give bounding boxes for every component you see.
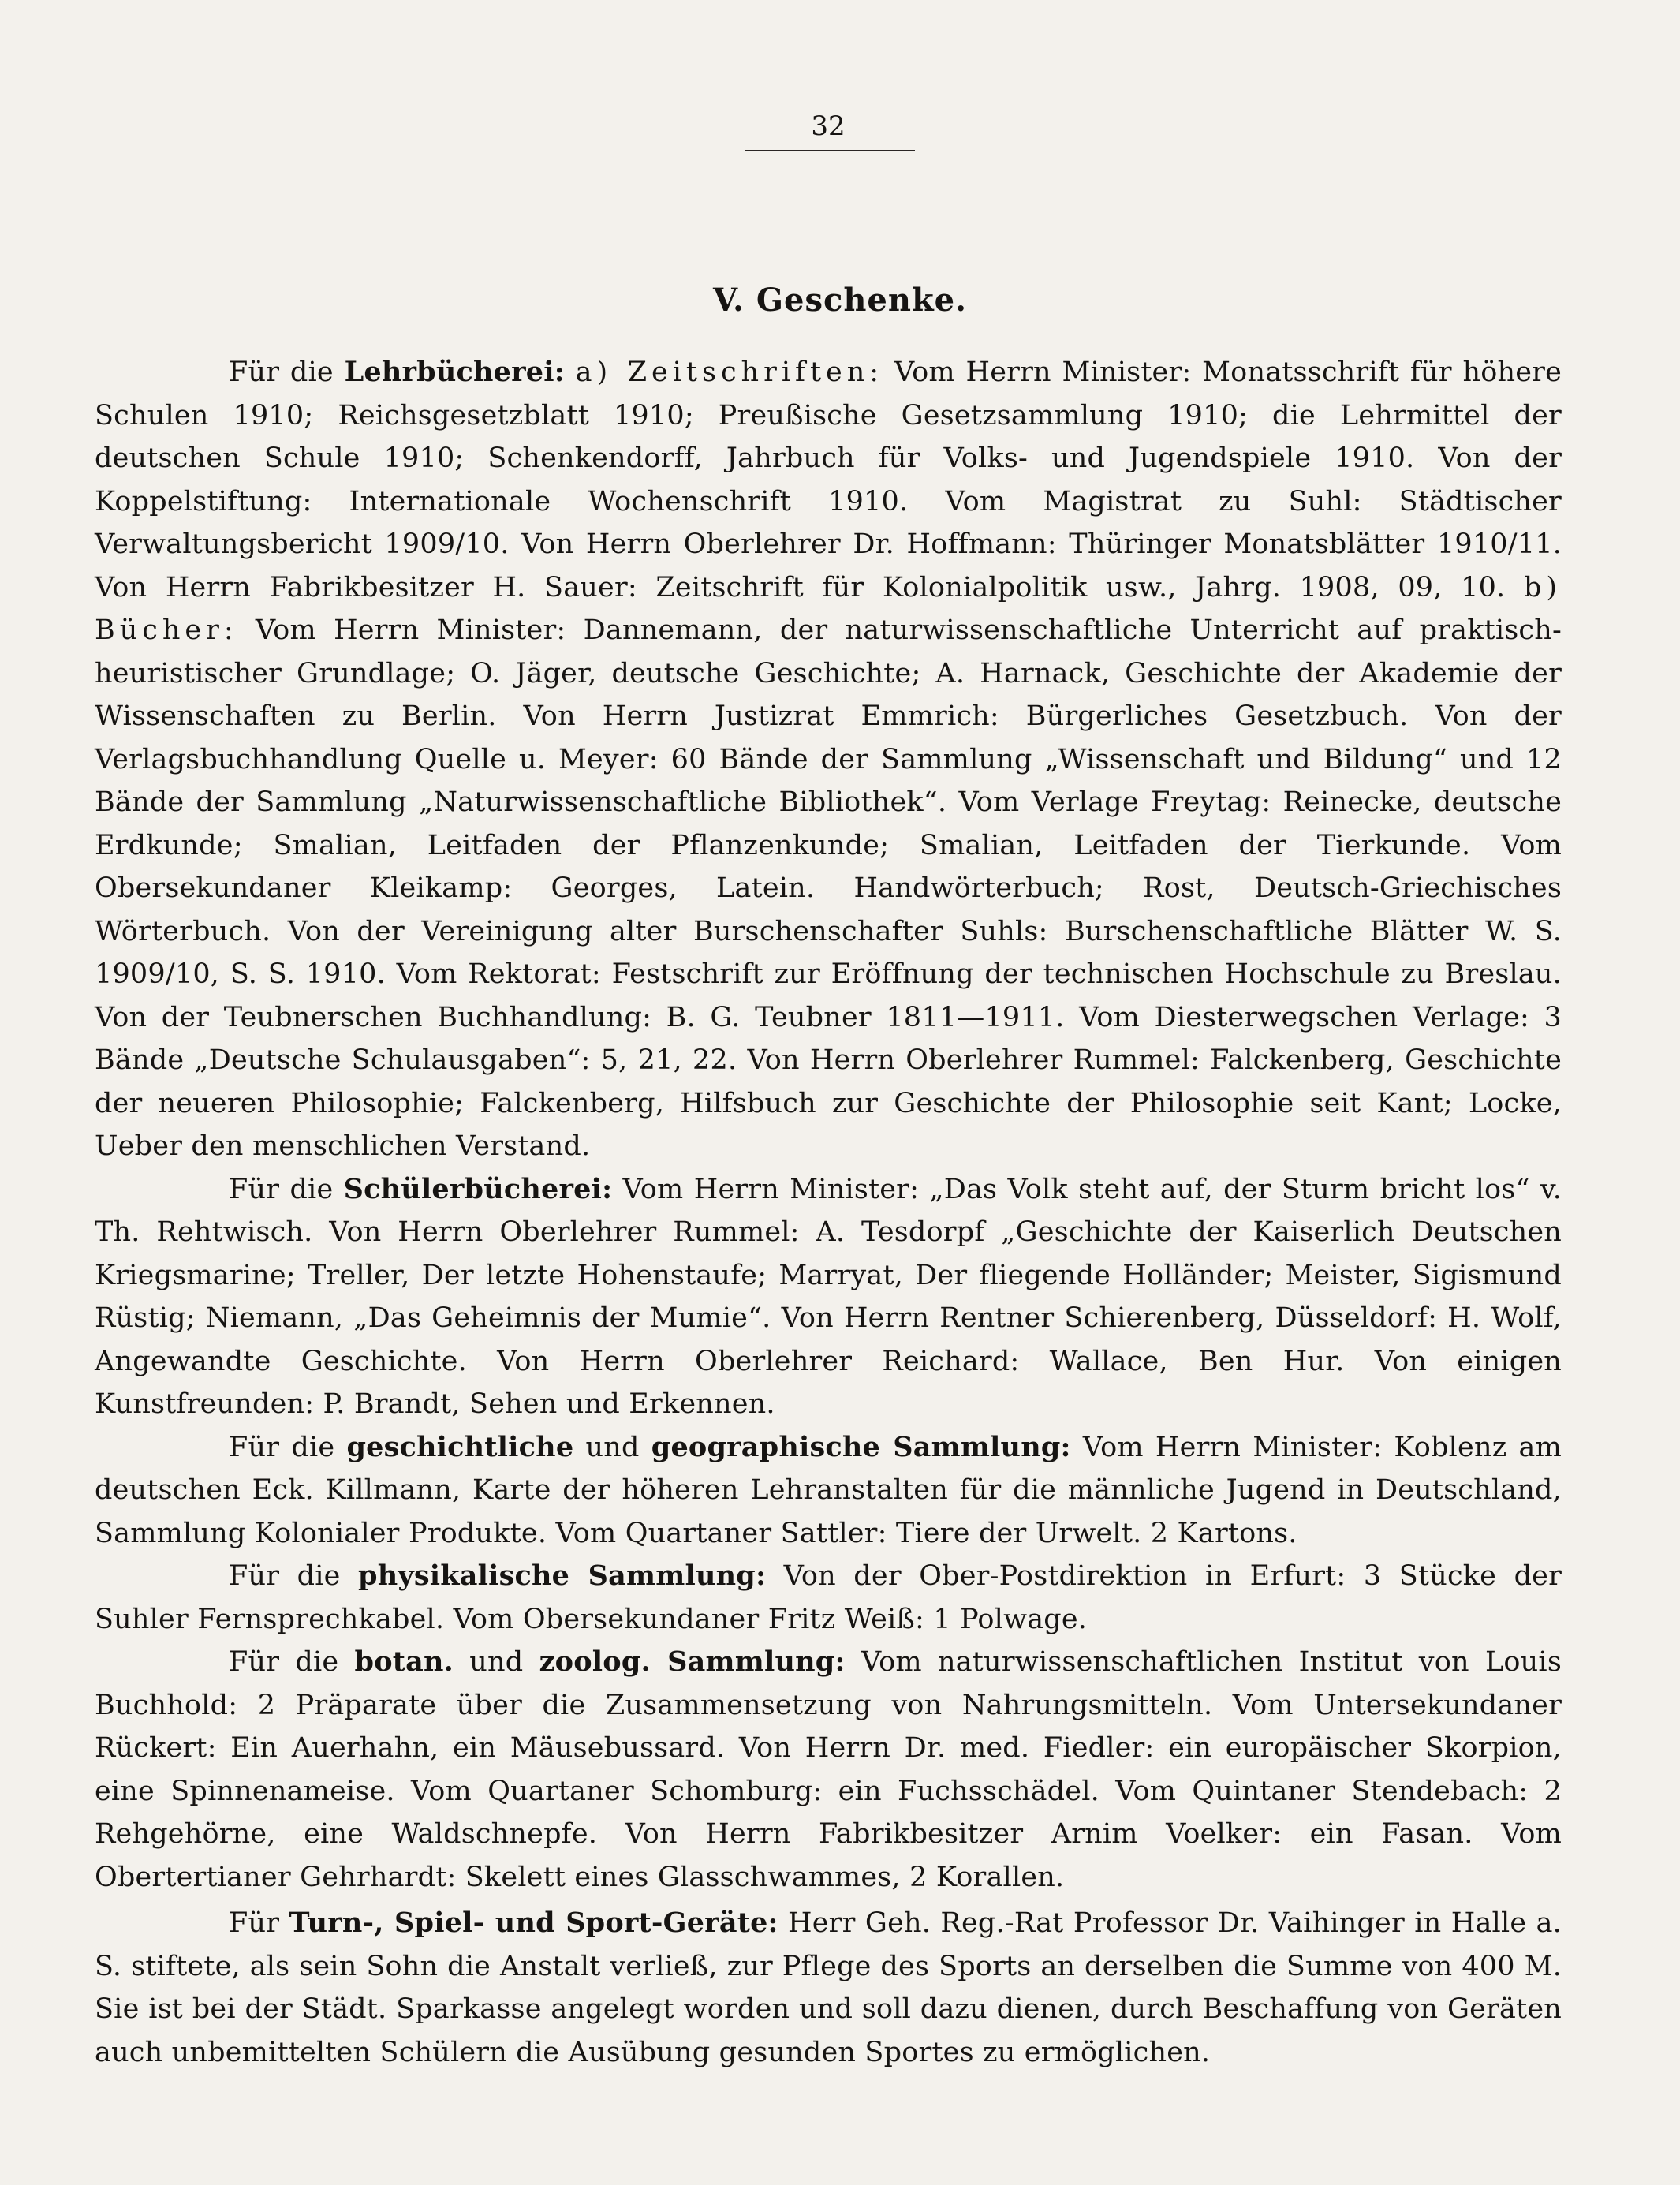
category-connector: und <box>585 1431 640 1463</box>
paragraph-schuelerbuecherei <box>95 1168 1562 1426</box>
paragraph-text: Vom Herrn Minister: „Das Volk steht auf, der Sturm bricht los“ v. Th. Rehtwisch. Von Herrn Oberlehrer Rummel: A. Tesdorpf „Geschichte der Kaiserlich Deutschen Kriegsmarine; Treller, Der letzte Hohenstaufe; Marryat, Der fliegende Holländer; Meister, Sigismund Rüstig; Niemann, „Das Geheimnis der Mumie“. Von Herrn Rentner Schierenberg, Düsseldorf: H. Wolf, Angewandte Geschichte. Von Herrn Oberlehrer Reichard: Wallace, Ben Hur. Von einigen Kunstfreunden: P. Brandt, Sehen und Erkennen. <box>95 1173 1562 1420</box>
category-heading: geographische Sammlung: <box>651 1430 1071 1463</box>
paragraph-botan-zoolog-sammlung <box>95 1641 1562 1899</box>
category-connector: und <box>469 1646 524 1678</box>
page-number-rule <box>745 150 915 151</box>
paragraph-intro: Für die <box>229 1431 335 1463</box>
paragraph-text: Herr Geh. Reg.-Rat Professor Dr. Vaihinger in Halle a. S. stiftete, als sein Sohn die Anstalt verließ, zur Pflege des Sports an derselben die Summe von 400 M. Sie ist bei der Städt. Sparkasse angelegt worden und soll dazu dienen, durch Beschaffung von Geräten auch unbemittelten Schülern die Ausübung gesunden Sportes zu ermöglichen. <box>95 1907 1562 2068</box>
paragraph-lehrbuecherei <box>95 351 1562 1168</box>
category-heading: geschichtliche <box>346 1430 574 1463</box>
paragraph-physikalische-sammlung <box>95 1555 1562 1641</box>
paragraph-text: Vom naturwissenschaftlichen Institut von Louis Buchhold: 2 Präparate über die Zusammensetzung von Nahrungsmitteln. Vom Untersekundaner Rückert: Ein Auerhahn, ein Mäusebussard. Von Herrn Dr. med. Fiedler: ein europäischer Skorpion, eine Spinnenameise. Vom Quartaner Schomburg: ein Fuchsschädel. Vom Quintaner Stendebach: 2 Rehgehörne, eine Waldschnepfe. Von Herrn Fabrikbesitzer Arnim Voelker: ein Fasan. Vom Obertertianer Gehrhardt: Skelett eines Glasschwammes, 2 Korallen. <box>95 1646 1562 1893</box>
page-number: 32 <box>811 110 846 142</box>
category-heading: zoolog. Sammlung: <box>539 1645 846 1678</box>
category-heading: physikalische Sammlung: <box>358 1559 767 1592</box>
paragraph-text: Vom Herrn Minister: Dannemann, der naturwissenschaftliche Unterricht auf praktisch-heuristischer Grundlage; O. Jäger, deutsche Geschichte; A. Harnack, Geschichte der Akademie der Wissenschaften zu Berlin. Von Herrn Justizrat Emmrich: Bürgerliches Gesetzbuch. Von der Verlagsbuchhandlung Quelle u. Meyer: 60 Bände der Sammlung „Wissenschaft und Bildung“ und 12 Bände der Sammlung „Naturwissenschaftliche Bibliothek“. Vom Verlage Freytag: Reinecke, deutsche Erdkunde; Smalian, Leitfaden der Pflanzenkunde; Smalian, Leitfaden der Tierkunde. Vom Obersekundaner Kleikamp: Georges, Latein. Handwörterbuch; Rost, Deutsch-Griechisches Wörterbuch. Von der Vereinigung alter Burschenschafter Suhls: Burschenschaftliche Blätter W. S. 1909/10, S. S. 1910. Vom Rektorat: Festschrift zur Eröffnung der technischen Hochschule zu Breslau. Von der Teubnerschen Buchhandlung: B. G. Teubner 1811—1911. Vom Diesterwegschen Verlage: 3 Bände „Deutsche Schulausgaben“: 5, 21, 22. Von Herrn Oberlehrer Rummel: Falckenberg, Geschichte der neueren Philosophie; Falckenberg, Hilfsbuch zur Geschichte der Philosophie seit Kant; Locke, Ueber den menschlichen Verstand. <box>95 614 1562 1162</box>
paragraph-intro: Für die <box>229 357 334 388</box>
paragraph-text: Vom Herrn Minister: Koblenz am deutschen Eck. Killmann, Karte der höheren Lehranstalten für die männliche Jugend in Deutschland, Sammlung Kolonialer Produkte. Vom Quartaner Sattler: Tiere der Urwelt. 2 Kartons. <box>95 1431 1562 1549</box>
paragraph-intro: Für die <box>229 1173 334 1205</box>
subsection-label: b) Bücher: <box>95 571 1562 646</box>
category-heading: botan. <box>354 1645 454 1678</box>
section-body <box>95 351 1562 2074</box>
subsection-label: a) Zeitschriften: <box>575 357 884 388</box>
paragraph-sport-geraete <box>95 1902 1562 2074</box>
paragraph-text: Vom Herrn Minister: Monatsschrift für höhere Schulen 1910; Reichsgesetzblatt 1910; Preußische Gesetzsammlung 1910; die Lehrmittel der deutschen Schule 1910; Schenkendorff, Jahrbuch für Volks- und Jugendspiele 1910. Von der Koppelstiftung: Internationale Wochenschrift 1910. Vom Magistrat zu Suhl: Städtischer Verwaltungsbericht 1909/10. Von Herrn Oberlehrer Dr. Hoffmann: Thüringer Monatsblätter 1910/11. Von Herrn Fabrikbesitzer H. Sauer: Zeitschrift für Kolonialpolitik usw., Jahrg. 1908, 09, 10. <box>95 357 1562 603</box>
paragraph-intro: Für <box>229 1907 280 1939</box>
paragraph-text: Von der Ober-Postdirektion in Erfurt: 3 Stücke der Suhler Fernsprechkabel. Vom Obersekundaner Fritz Weiß: 1 Polwage. <box>95 1560 1562 1635</box>
category-heading: Lehrbücherei: <box>344 356 565 388</box>
paragraph-geschichtliche-sammlung <box>95 1426 1562 1556</box>
category-heading: Schülerbücherei: <box>343 1172 613 1205</box>
paragraph-intro: Für die <box>229 1560 341 1592</box>
paragraph-intro: Für die <box>229 1646 339 1678</box>
category-heading: Turn-, Spiel- und Sport-Geräte: <box>289 1907 778 1939</box>
section-title: V. Geschenke. <box>712 282 968 319</box>
